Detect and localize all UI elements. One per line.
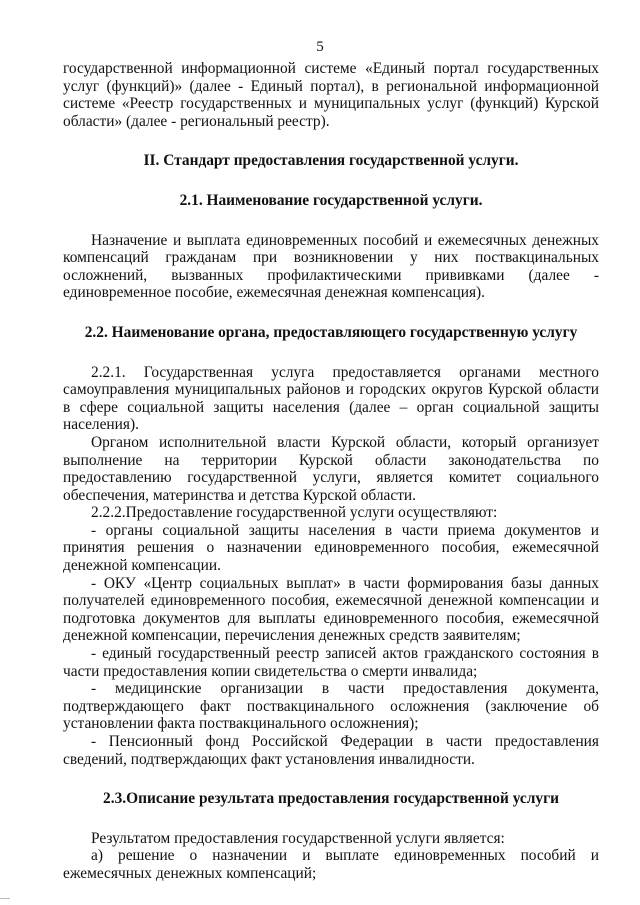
scan-corner-mark bbox=[0, 898, 10, 905]
paragraph-2-2-2: 2.2.2.Предоставление государственной услуги осуществляют: bbox=[91, 504, 498, 522]
heading-2-1: 2.1. Наименование государственной услуги. bbox=[179, 191, 483, 209]
heading-2-3: 2.3.Описание результата предоставления государственной услуги bbox=[103, 790, 559, 808]
heading-2-2: 2.2. Наименование органа, предоставляющего государственную услугу bbox=[84, 323, 578, 341]
paragraph-result-a: а) решение о назначении и выплате единовременных пособий и ежемесячных денежных компенсаций; bbox=[63, 847, 599, 882]
list-item-medical-organizations: - медицинские организации в части предоставления документа, подтверждающего факт поствакцинального осложнения (заключение об установлении факта поствакцинального осложнения); bbox=[63, 680, 599, 733]
paragraph-service-name: Назначение и выплата единовременных пособий и ежемесячных денежных компенсаций гражданам при возникновении у них поствакцинальных осложнений, вызванных профилактическими прививками (далее - единовременное пособие, ежемесячная денежная компенсация). bbox=[63, 231, 599, 302]
paragraph-2-2-1: 2.2.1. Государственная услуга предоставляется органами местного самоуправления муниципальных районов и городских округов Курской области в сфере социальной защиты населения (далее – орган социальной защиты населения). bbox=[63, 363, 599, 434]
list-item-payments-center: - ОКУ «Центр социальных выплат» в части формирования базы данных получателей единовременного пособия, ежемесячной денежной компенсации и подготовка документов для выплаты единовременного пособия, ежемесячной денежной компенсации, перечисления денежных средств заявителям; bbox=[63, 574, 599, 645]
paragraph-executive-organ: Органом исполнительной власти Курской области, который организует выполнение на территории Курской области законодательства по предоставлению государственной услуги, является комитет социального обеспечения, материнства и детства Курской области. bbox=[63, 433, 599, 504]
page-number: 5 bbox=[316, 39, 324, 55]
paragraph-result-intro: Результатом предоставления государственной услуги является: bbox=[91, 829, 505, 847]
section-heading-standard: II. Стандарт предоставления государственной услуги. bbox=[143, 152, 519, 170]
list-item-pension-fund: - Пенсионный фонд Российской Федерации в части предоставления сведений, подтверждающих факт установления инвалидности. bbox=[63, 733, 599, 768]
list-item-civil-registry: - единый государственный реестр записей актов гражданского состояния в части предоставления копии свидетельства о смерти инвалида; bbox=[63, 645, 599, 680]
document-body bbox=[63, 60, 599, 883]
paragraph-intro: государственной информационной системе «Единый портал государственных услуг (функций)» (далее - Единый портал), в региональной информационной системе «Реестр государственных и муниципальных услуг (функций) Курской области» (далее - региональный реестр). bbox=[63, 60, 599, 130]
list-item-social-protection: - органы социальной защиты населения в части приема документов и принятия решения о назначении единовременного пособия, ежемесячной денежной компенсации. bbox=[63, 521, 599, 575]
